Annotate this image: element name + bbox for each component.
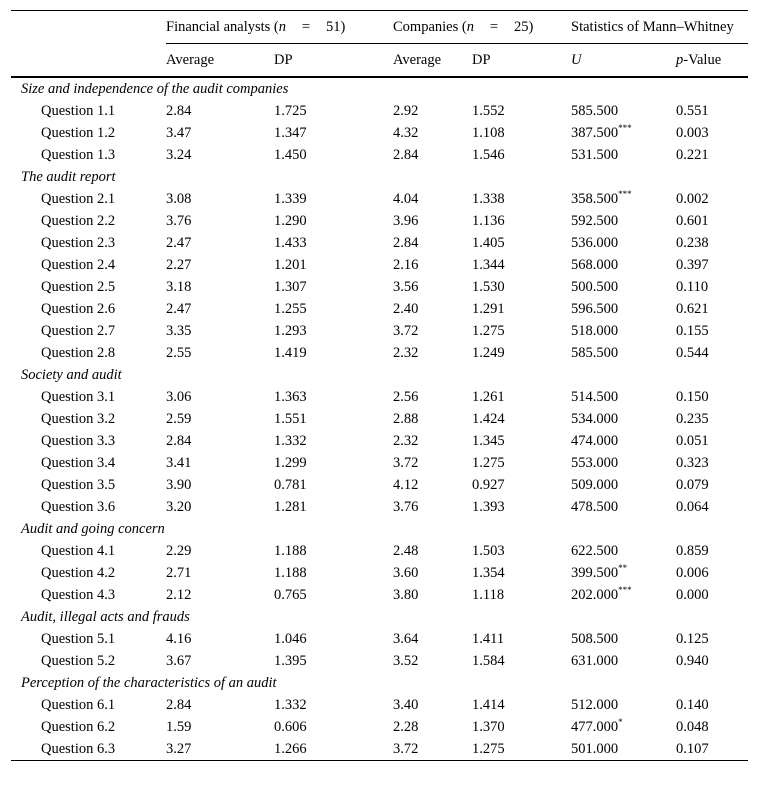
- companies-dp: 1.108: [472, 125, 505, 141]
- mann-whitney-u: [563, 650, 676, 672]
- significance-marker: ***: [618, 123, 632, 134]
- companies-dp: 1.424: [472, 411, 505, 427]
- u-symbol: U: [571, 52, 582, 68]
- analysts-average: 3.27: [166, 738, 274, 761]
- analysts-dp: 1.281: [274, 499, 307, 515]
- companies-average: 3.76: [393, 499, 419, 515]
- mann-whitney-u: [563, 100, 676, 122]
- question-label: Question 4.3: [41, 587, 116, 603]
- table-row: [11, 100, 748, 122]
- u-value: 202.000: [571, 587, 619, 603]
- analysts-dp: 1.450: [274, 147, 307, 163]
- companies-dp: 1.136: [472, 213, 505, 229]
- col-header-average-1: Average: [166, 44, 274, 78]
- analysts-average: 2.12: [166, 587, 192, 603]
- p-value: 0.551: [676, 103, 709, 119]
- companies-average: 2.56: [393, 389, 419, 405]
- companies-average: 3.56: [393, 279, 419, 295]
- table-row: [11, 188, 748, 210]
- analysts-average: 3.35: [166, 323, 192, 339]
- analysts-dp: 0.606: [274, 719, 307, 735]
- companies-dp: 1.552: [472, 103, 505, 119]
- table-row: [11, 540, 748, 562]
- companies-average: 4.04: [393, 191, 419, 207]
- question-label: Question 2.5: [41, 279, 116, 295]
- companies-dp: 1.411: [472, 631, 505, 647]
- analysts-average: 2.47: [166, 235, 192, 251]
- u-value: 592.500: [571, 213, 619, 229]
- companies-dp: 1.354: [472, 565, 505, 581]
- p-value: 0.235: [676, 411, 709, 427]
- companies-dp: 1.370: [472, 719, 505, 735]
- col-header-u: [563, 44, 676, 78]
- companies-dp: 1.118: [472, 587, 505, 603]
- companies-dp: 1.405: [472, 235, 505, 251]
- mann-whitney-u: [563, 716, 676, 738]
- section-title: Perception of the characteristics of an audit: [21, 675, 277, 691]
- analysts-dp: 1.332: [274, 697, 307, 713]
- u-value: 534.000: [571, 411, 619, 427]
- analysts-average: 3.06: [166, 389, 192, 405]
- question-label: Question 2.1: [41, 191, 116, 207]
- analysts-average: 3.41: [166, 455, 192, 471]
- mann-whitney-u: [563, 386, 676, 408]
- mann-whitney-u: [563, 298, 676, 320]
- companies-dp: 1.275: [472, 323, 505, 339]
- analysts-average: 3.76: [166, 213, 192, 229]
- mann-whitney-u: [563, 474, 676, 496]
- header-companies: [385, 11, 563, 44]
- table-row: [11, 386, 748, 408]
- u-value: 514.500: [571, 389, 619, 405]
- companies-dp: 1.345: [472, 433, 505, 449]
- group2-n-value: 25): [513, 19, 534, 35]
- analysts-average: 2.84: [166, 103, 192, 119]
- table-row: [11, 408, 748, 430]
- mann-whitney-u: [563, 254, 676, 276]
- question-label: Question 6.3: [11, 738, 166, 761]
- table-row: [11, 210, 748, 232]
- mann-whitney-u: [563, 584, 676, 606]
- analysts-dp: 1.046: [274, 631, 307, 647]
- p-value: 0.323: [676, 455, 709, 471]
- analysts-dp: 0.781: [274, 477, 307, 493]
- table-row: [11, 452, 748, 474]
- analysts-average: 3.90: [166, 477, 192, 493]
- companies-average: 2.92: [393, 103, 419, 119]
- table-row: [11, 628, 748, 650]
- table-row: [11, 650, 748, 672]
- p-value: 0.107: [676, 738, 748, 761]
- u-value: 531.500: [571, 147, 619, 163]
- question-label: Question 4.2: [41, 565, 116, 581]
- question-label: Question 2.8: [41, 345, 116, 361]
- u-value: 585.500: [571, 103, 619, 119]
- companies-average: 2.28: [393, 719, 419, 735]
- companies-dp: 1.275: [472, 738, 563, 761]
- section-header-row: [11, 672, 748, 694]
- analysts-average: 3.08: [166, 191, 192, 207]
- companies-average: 2.40: [393, 301, 419, 317]
- p-value: 0.940: [676, 653, 709, 669]
- companies-average: 3.60: [393, 565, 419, 581]
- table-body: [11, 77, 748, 761]
- companies-average: 3.40: [393, 697, 419, 713]
- mann-whitney-u: [563, 430, 676, 452]
- p-value: 0.002: [676, 191, 709, 207]
- companies-dp: 0.927: [472, 477, 505, 493]
- companies-dp: 1.291: [472, 301, 505, 317]
- mann-whitney-u: [563, 562, 676, 584]
- analysts-dp: 1.551: [274, 411, 307, 427]
- analysts-average: 2.55: [166, 345, 192, 361]
- u-value: 477.000: [571, 719, 619, 735]
- table-row: [11, 122, 748, 144]
- header-empty-cell-2: [11, 44, 166, 78]
- analysts-average: 3.67: [166, 653, 192, 669]
- p-value: 0.150: [676, 389, 709, 405]
- companies-dp: 1.393: [472, 499, 505, 515]
- question-label: Question 2.7: [41, 323, 116, 339]
- analysts-average: 2.29: [166, 543, 192, 559]
- analysts-dp: 1.188: [274, 543, 307, 559]
- u-value: 387.500: [571, 125, 619, 141]
- p-value: 0.003: [676, 125, 709, 141]
- analysts-average: 1.59: [166, 719, 192, 735]
- u-value: 512.000: [571, 697, 619, 713]
- group1-n-value: 51): [326, 19, 346, 35]
- header-row-columns: [11, 44, 748, 78]
- p-value: 0.125: [676, 631, 709, 647]
- p-value-suffix: -Value: [683, 52, 722, 68]
- analysts-dp: 1.332: [274, 433, 307, 449]
- analysts-dp: 1.419: [274, 345, 307, 361]
- companies-average: 2.84: [393, 147, 419, 163]
- question-label: Question 5.2: [41, 653, 116, 669]
- companies-average: 2.48: [393, 543, 419, 559]
- p-value: 0.601: [676, 213, 709, 229]
- analysts-dp: 1.725: [274, 103, 307, 119]
- u-value: 399.500: [571, 565, 619, 581]
- companies-dp: 1.503: [472, 543, 505, 559]
- p-value: 0.079: [676, 477, 709, 493]
- p-value: 0.155: [676, 323, 709, 339]
- section-header-row: [11, 166, 748, 188]
- mann-whitney-u: [563, 408, 676, 430]
- mann-whitney-u: [563, 342, 676, 364]
- p-value: 0.621: [676, 301, 709, 317]
- analysts-dp: 1.433: [274, 235, 307, 251]
- p-value: 0.140: [676, 697, 709, 713]
- question-label: Question 1.3: [41, 147, 116, 163]
- mann-whitney-u: [563, 144, 676, 166]
- p-value: 0.221: [676, 147, 709, 163]
- analysts-dp: 1.290: [274, 213, 307, 229]
- table-row: [11, 716, 748, 738]
- section-header-row: [11, 606, 748, 628]
- analysts-average: 3.20: [166, 499, 192, 515]
- significance-marker: ***: [618, 585, 632, 596]
- col-header-average-2: Average: [385, 44, 472, 78]
- question-label: Question 2.4: [41, 257, 116, 273]
- companies-average: 2.32: [393, 433, 419, 449]
- analysts-dp: 1.347: [274, 125, 307, 141]
- group2-n-symbol: n: [466, 19, 474, 35]
- section-title: The audit report: [21, 169, 116, 185]
- group1-label: Financial analysts (: [166, 19, 279, 35]
- analysts-dp: 1.293: [274, 323, 307, 339]
- question-label: Question 1.2: [41, 125, 116, 141]
- analysts-average: 2.71: [166, 565, 192, 581]
- header-financial-analysts: [166, 11, 385, 44]
- companies-average: 3.72: [393, 455, 419, 471]
- table-row: [11, 320, 748, 342]
- table-row: [11, 584, 748, 606]
- analysts-average: 2.59: [166, 411, 192, 427]
- section-title: Audit and going concern: [21, 521, 165, 537]
- question-label: Question 2.2: [41, 213, 116, 229]
- companies-average: 3.64: [393, 631, 419, 647]
- u-value: 536.000: [571, 235, 619, 251]
- mann-whitney-u: [563, 628, 676, 650]
- analysts-average: 3.47: [166, 125, 192, 141]
- question-label: Question 3.2: [41, 411, 116, 427]
- companies-average: 3.72: [385, 738, 472, 761]
- significance-marker: *: [618, 717, 623, 728]
- question-label: Question 4.1: [41, 543, 116, 559]
- p-value: 0.048: [676, 719, 709, 735]
- mann-whitney-u: [563, 738, 676, 761]
- u-value: 553.000: [571, 455, 619, 471]
- u-value: 568.000: [571, 257, 619, 273]
- table-row: [11, 430, 748, 452]
- col-header-dp-1: DP: [274, 44, 385, 78]
- u-value: 358.500: [571, 191, 619, 207]
- table-row: [11, 254, 748, 276]
- p-value: 0.000: [676, 587, 709, 603]
- p-value: 0.238: [676, 235, 709, 251]
- u-value: 509.000: [571, 477, 619, 493]
- mann-whitney-u: [563, 496, 676, 518]
- mann-whitney-u: [563, 276, 676, 298]
- section-header-row: [11, 364, 748, 386]
- u-value: 508.500: [571, 631, 619, 647]
- table-row: [11, 276, 748, 298]
- mann-whitney-u: [563, 232, 676, 254]
- analysts-dp: 1.307: [274, 279, 307, 295]
- section-header-row: [11, 77, 748, 100]
- section-header-row: [11, 518, 748, 540]
- companies-average: 3.96: [393, 213, 419, 229]
- p-value: 0.051: [676, 433, 709, 449]
- table-row: [11, 496, 748, 518]
- table-row: [11, 342, 748, 364]
- u-value: 474.000: [571, 433, 619, 449]
- companies-average: 2.88: [393, 411, 419, 427]
- analysts-dp: 1.363: [274, 389, 307, 405]
- table-row: [11, 694, 748, 716]
- group2-label: Companies (: [393, 19, 467, 35]
- group1-equals: =: [301, 19, 311, 35]
- col-header-p-value: [676, 44, 748, 78]
- analysts-average: 2.47: [166, 301, 192, 317]
- u-value: 596.500: [571, 301, 619, 317]
- p-value: 0.006: [676, 565, 709, 581]
- question-label: Question 3.3: [41, 433, 116, 449]
- header-row-groups: [11, 11, 748, 44]
- u-value: 631.000: [571, 653, 619, 669]
- significance-marker: ***: [618, 189, 632, 200]
- analysts-dp: 1.188: [274, 565, 307, 581]
- analysts-average: 3.24: [166, 147, 192, 163]
- analysts-dp: 1.339: [274, 191, 307, 207]
- companies-average: 3.72: [393, 323, 419, 339]
- companies-dp: 1.530: [472, 279, 505, 295]
- companies-average: 3.52: [393, 653, 419, 669]
- u-value: 501.000: [571, 741, 619, 757]
- table-row: [11, 144, 748, 166]
- companies-dp: 1.249: [472, 345, 505, 361]
- table-row: [11, 562, 748, 584]
- mann-whitney-u: [563, 122, 676, 144]
- companies-average: 2.84: [393, 235, 419, 251]
- section-title: Audit, illegal acts and frauds: [21, 609, 190, 625]
- question-label: Question 2.3: [41, 235, 116, 251]
- analysts-average: 2.27: [166, 257, 192, 273]
- companies-dp: 1.546: [472, 147, 505, 163]
- companies-dp: 1.414: [472, 697, 505, 713]
- section-title: Society and audit: [21, 367, 122, 383]
- analysts-dp: 1.395: [274, 653, 307, 669]
- analysts-average: 2.84: [166, 433, 192, 449]
- p-value: 0.544: [676, 345, 709, 361]
- u-value: 518.000: [571, 323, 619, 339]
- companies-dp: 1.275: [472, 455, 505, 471]
- analysts-average: 2.84: [166, 697, 192, 713]
- question-label: Question 5.1: [41, 631, 116, 647]
- analysts-average: 4.16: [166, 631, 192, 647]
- companies-dp: 1.344: [472, 257, 505, 273]
- analysts-dp: 1.255: [274, 301, 307, 317]
- question-label: Question 3.6: [41, 499, 116, 515]
- section-title: Size and independence of the audit companies: [21, 81, 289, 97]
- mann-whitney-u: [563, 540, 676, 562]
- results-table-container: [11, 10, 748, 761]
- question-label: Question 6.1: [41, 697, 116, 713]
- mann-whitney-results-table: [11, 10, 748, 761]
- companies-average: 4.12: [393, 477, 419, 493]
- header-mann-whitney: Statistics of Mann–Whitney: [563, 11, 748, 44]
- question-label: Question 6.2: [41, 719, 116, 735]
- question-label: Question 2.6: [41, 301, 116, 317]
- mann-whitney-u: [563, 452, 676, 474]
- p-value: 0.397: [676, 257, 709, 273]
- p-symbol: p: [676, 52, 684, 68]
- analysts-average: 3.18: [166, 279, 192, 295]
- u-value: 500.500: [571, 279, 619, 295]
- u-value: 585.500: [571, 345, 619, 361]
- companies-dp: 1.338: [472, 191, 505, 207]
- mann-whitney-u: [563, 320, 676, 342]
- table-row: [11, 232, 748, 254]
- mann-whitney-u: [563, 188, 676, 210]
- companies-average: 3.80: [393, 587, 419, 603]
- companies-average: 2.16: [393, 257, 419, 273]
- header-empty-cell: [11, 11, 166, 44]
- companies-dp: 1.584: [472, 653, 505, 669]
- analysts-dp: 0.765: [274, 587, 307, 603]
- table-row: [11, 474, 748, 496]
- analysts-dp: 1.266: [274, 738, 385, 761]
- table-row: [11, 738, 748, 761]
- question-label: Question 1.1: [41, 103, 116, 119]
- question-label: Question 3.1: [41, 389, 116, 405]
- group1-n-symbol: n: [278, 19, 287, 35]
- p-value: 0.859: [676, 543, 709, 559]
- p-value: 0.110: [676, 279, 709, 295]
- question-label: Question 3.4: [41, 455, 116, 471]
- analysts-dp: 1.201: [274, 257, 307, 273]
- companies-dp: 1.261: [472, 389, 505, 405]
- col-header-dp-2: DP: [472, 44, 563, 78]
- mann-whitney-u: [563, 694, 676, 716]
- p-value: 0.064: [676, 499, 709, 515]
- group2-equals: =: [489, 19, 499, 35]
- mann-whitney-u: [563, 210, 676, 232]
- table-row: [11, 298, 748, 320]
- significance-marker: **: [618, 563, 628, 574]
- u-value: 622.500: [571, 543, 619, 559]
- question-label: Question 3.5: [41, 477, 116, 493]
- u-value: 478.500: [571, 499, 619, 515]
- analysts-dp: 1.299: [274, 455, 307, 471]
- companies-average: 2.32: [393, 345, 419, 361]
- companies-average: 4.32: [393, 125, 419, 141]
